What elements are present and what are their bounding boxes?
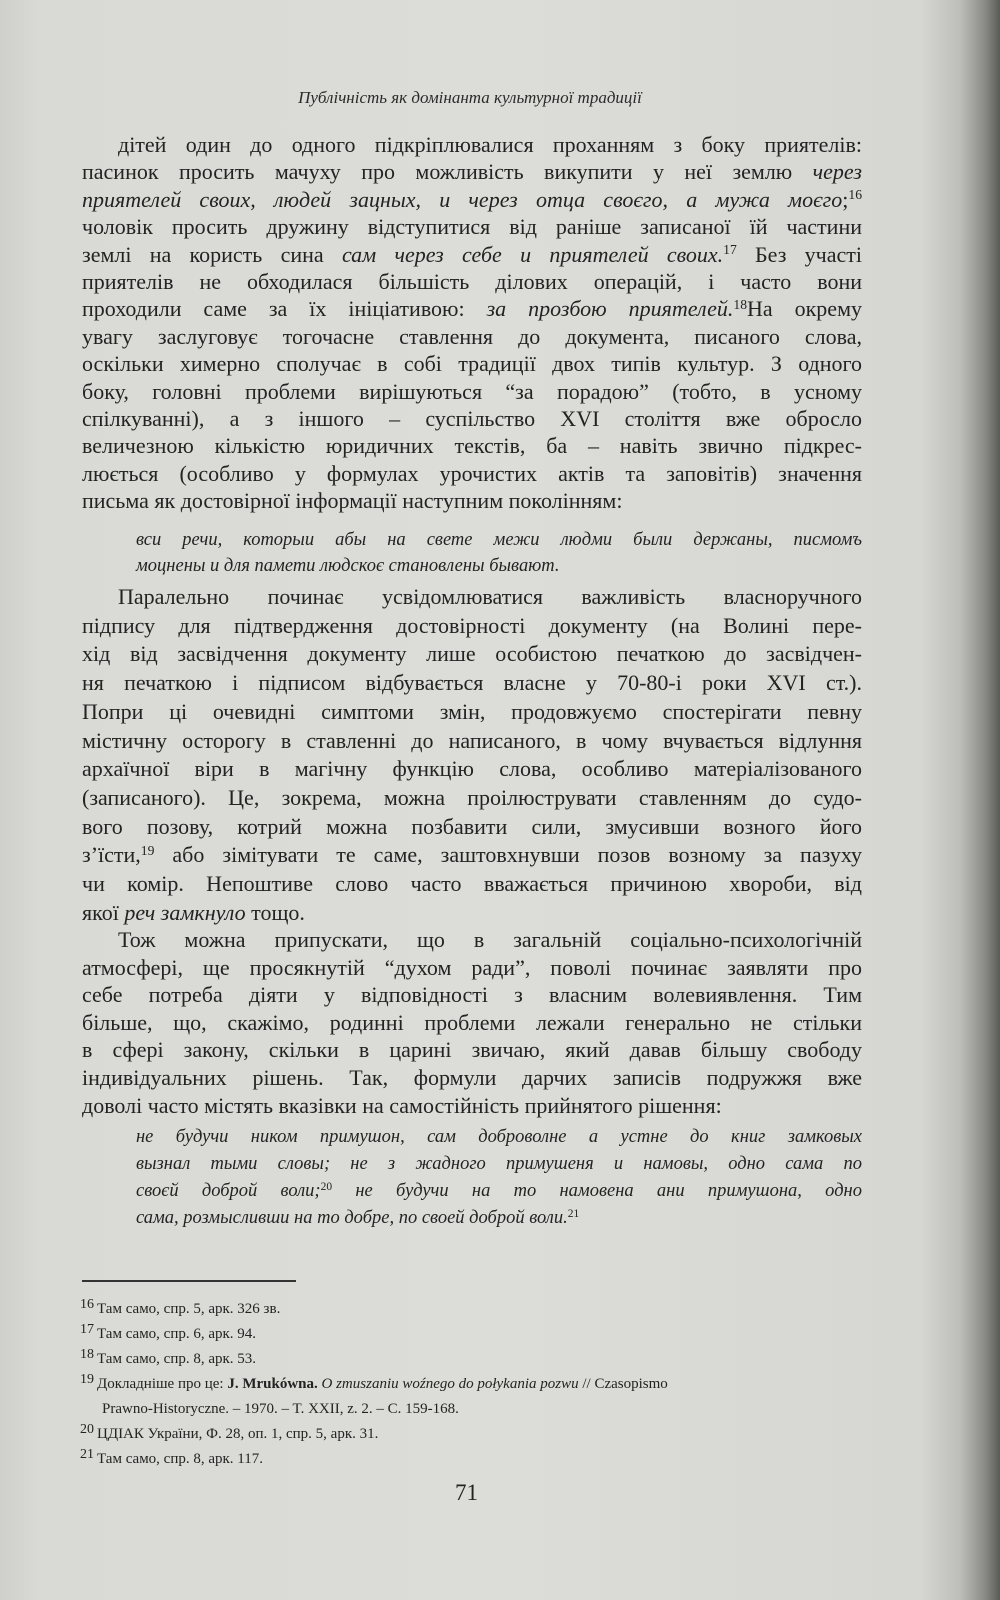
text-run: оскільки химерно сполучає в собі традиції двох типів культур. З одного — [82, 351, 862, 377]
text-run: дітей один до одного підкріплювалися проханням з боку приятелів: — [118, 132, 862, 157]
footnote-reference: 17 — [723, 242, 737, 258]
text-line — [82, 612, 862, 641]
footnote-number: 21 — [80, 1447, 94, 1462]
text-line — [82, 131, 862, 158]
text-run: чоловік просить дружину відступитися від раніше записаної їй частини — [82, 214, 862, 240]
footnote-reference: 19 — [140, 842, 155, 858]
page-number: 71 — [455, 1480, 478, 1505]
text-run: На окрему — [747, 296, 862, 322]
footnotes — [80, 1297, 862, 1472]
text-line — [82, 981, 862, 1009]
text-run: сама, розмысливши на то добре, по своей доброй воли. — [136, 1208, 568, 1228]
footnote-reference: 21 — [567, 1207, 580, 1220]
text-run: моцнены и для памети людскоє становлены бывают. — [136, 556, 560, 576]
text-line — [82, 460, 862, 487]
text-line — [82, 669, 862, 698]
text-line — [136, 553, 862, 579]
footnote-reference: 18 — [733, 296, 747, 312]
text-line — [82, 954, 862, 982]
footnote-reference: 16 — [848, 187, 862, 203]
footnote-number: 17 — [80, 1322, 94, 1337]
text-line — [82, 841, 862, 870]
text-run: приятелів не обходилася більшість ділових операцій, і часто вони — [82, 269, 862, 295]
text-run: більше, що, скажімо, родинні проблеми лежали генерально не стільки — [82, 1009, 862, 1035]
text-run: якої — [82, 899, 125, 925]
text-line — [82, 1064, 862, 1092]
text-line — [82, 268, 862, 295]
text-line — [82, 350, 862, 377]
text-run: O zmuszaniu woźnego do połykania pozwu — [321, 1376, 579, 1392]
text-run: в сфері закону, скільки в царині звичаю, який давав більшу свободу — [82, 1037, 862, 1063]
text-run: вого позову, котрий можна позбавити сили, змусивши возного його — [82, 813, 862, 839]
text-line — [136, 1151, 862, 1178]
text-run: вси речи, которыи абы на свете межи людми были держаны, писмомъ — [136, 530, 862, 550]
text-run: Паралельно починає усвідомлюватися важливість власноручного — [118, 584, 862, 609]
footnote-divider — [82, 1280, 296, 1282]
text-run: Там само, спр. 8, арк. 53. — [97, 1351, 257, 1367]
text-line — [82, 405, 862, 432]
text-line — [82, 727, 862, 756]
text-run: спілкуванні), а з іншого – суспільство XVI століття вже обросло — [82, 406, 862, 432]
text-run: вызнал тыми словы; не з жадного примушеня и намовы, одно сама по — [136, 1154, 862, 1174]
block-quote — [136, 527, 862, 579]
text-run: письма як достовірної інформації наступним поколінням: — [82, 488, 623, 514]
text-line — [82, 378, 862, 405]
text-line — [82, 295, 862, 322]
footnote — [80, 1347, 862, 1372]
text-line — [82, 813, 862, 842]
footnote-reference: 20 — [320, 1180, 333, 1193]
footnote — [80, 1447, 862, 1472]
text-run: не будучи ником примушон, сам доброволне а устне до книг замковых — [136, 1127, 862, 1147]
text-line — [82, 1009, 862, 1037]
paragraph — [82, 926, 862, 1119]
text-run: себе потреба діяти у відповідності з власним волевиявлення. Тим — [82, 982, 862, 1008]
text-run: (записаного). Це, зокрема, можна проілюструвати ставленням до судо- — [82, 784, 862, 810]
text-run: за прозбою приятелей. — [486, 296, 734, 322]
text-line — [82, 186, 862, 213]
text-run: тощо. — [245, 899, 305, 925]
text-line — [82, 583, 862, 612]
text-run: ; — [842, 186, 849, 212]
text-line — [82, 870, 862, 899]
text-run: з’їсти, — [82, 842, 141, 868]
text-run: Попри ці очевидні симптоми змін, продовжуємо спостерігати певну — [82, 698, 862, 724]
text-line — [136, 1124, 862, 1151]
text-run: архаїчної віри в магічну функцію слова, особливо матеріалізованого — [82, 756, 862, 782]
text-line — [136, 1178, 862, 1205]
footnote-number: 16 — [80, 1297, 94, 1312]
text-line — [82, 432, 862, 459]
text-run: ЦДІАК України, Ф. 28, оп. 1, спр. 5, арк. 31. — [97, 1426, 379, 1442]
text-run: Тож можна припускати, що в загальній соціально-психологічній — [118, 927, 862, 952]
text-run: Без участі — [736, 241, 863, 267]
text-run: підпису для підтвердження достовірності документу (на Волині пере- — [82, 612, 862, 638]
running-header: Публічність як домінанта культурної традиції — [298, 88, 642, 107]
text-run: не будучи на то намовена ани примушона, одно — [332, 1181, 862, 1201]
text-run: атмосфері, ще просякнутій “духом ради”, поволі починає заявляти про — [82, 954, 862, 980]
text-line — [82, 213, 862, 240]
text-run: Там само, спр. 6, арк. 94. — [97, 1326, 257, 1342]
footnote-number: 20 — [80, 1422, 94, 1437]
text-run: через — [812, 159, 862, 185]
text-line — [82, 1092, 862, 1120]
text-run: приятелей своих, людей зацных, и через отца своєго, а мужа моєго — [82, 186, 843, 212]
footnote-continuation — [80, 1397, 862, 1422]
text-run: пасинок просить мачуху про можливість викупити у неї землю — [82, 159, 813, 185]
text-line — [82, 487, 862, 514]
text-line — [82, 640, 862, 669]
text-line — [82, 323, 862, 350]
block-quote — [136, 1124, 862, 1232]
text-run: землі на користь сина — [82, 241, 342, 267]
text-run: проходили саме за їх ініціативою: — [82, 296, 487, 322]
footnote — [80, 1322, 862, 1347]
footnote — [80, 1297, 862, 1322]
text-run: величезною кількістю юридичних текстів, ба – навіть звично підкрес- — [82, 433, 862, 459]
text-run: хід від засвідчення документу лише особистою печаткою до засвідчен- — [82, 641, 862, 667]
text-run: люється (особливо у формулах урочистих актів та заповітів) значення — [82, 460, 862, 486]
text-run: містичну осторогу в ставленні до написаного, в чому вчувається відлуння — [82, 727, 862, 753]
text-run: реч замкнуло — [124, 899, 246, 925]
paragraph — [82, 583, 862, 927]
text-line — [82, 1036, 862, 1064]
text-line — [82, 899, 862, 928]
text-line — [82, 926, 862, 954]
text-run: Докладніше про це: — [97, 1376, 228, 1392]
text-run: Там само, спр. 5, арк. 326 зв. — [97, 1301, 281, 1317]
text-line — [136, 1205, 862, 1232]
text-run: J. Mrukówna. — [227, 1376, 318, 1392]
footnote — [80, 1422, 862, 1447]
text-run: доволі часто містять вказівки на самостійність прийнятого рішення: — [82, 1092, 722, 1118]
text-run: Prawno-Historyczne. – 1970. – T. XXII, z. 2. – C. 159-168. — [102, 1401, 459, 1417]
footnote-number: 18 — [80, 1347, 94, 1362]
text-line — [82, 698, 862, 727]
text-run: або зімітувати те саме, заштовхнувши позов возному за пазуху — [154, 842, 862, 868]
text-run: індивідуальних рішень. Так, формули дарчих записів подружжя вже — [82, 1064, 862, 1090]
text-run: Там само, спр. 8, арк. 117. — [97, 1451, 264, 1467]
text-run: чи комір. Непоштиве слово часто вважається причиною хвороби, від — [82, 871, 862, 897]
footnote — [80, 1372, 862, 1397]
text-line — [136, 527, 862, 553]
paragraph — [82, 131, 862, 515]
footnote-number: 19 — [80, 1372, 94, 1387]
text-run: // Czasopismo — [578, 1376, 668, 1392]
text-run: увагу заслуговує тогочасне ставлення до документа, писаного слова, — [82, 323, 862, 349]
text-line — [82, 158, 862, 185]
text-run: ня печаткою і підписом відбувається власне у 70-80-і роки XVI ст.). — [82, 670, 862, 696]
text-run: своєй доброй воли; — [136, 1181, 321, 1201]
text-line — [82, 784, 862, 813]
text-run: боку, головні проблеми вирішуються “за порадою” (тобто, в усному — [82, 378, 862, 404]
text-line — [82, 755, 862, 784]
text-line — [82, 241, 862, 268]
text-run: сам через себе и приятелей своих. — [341, 241, 724, 267]
